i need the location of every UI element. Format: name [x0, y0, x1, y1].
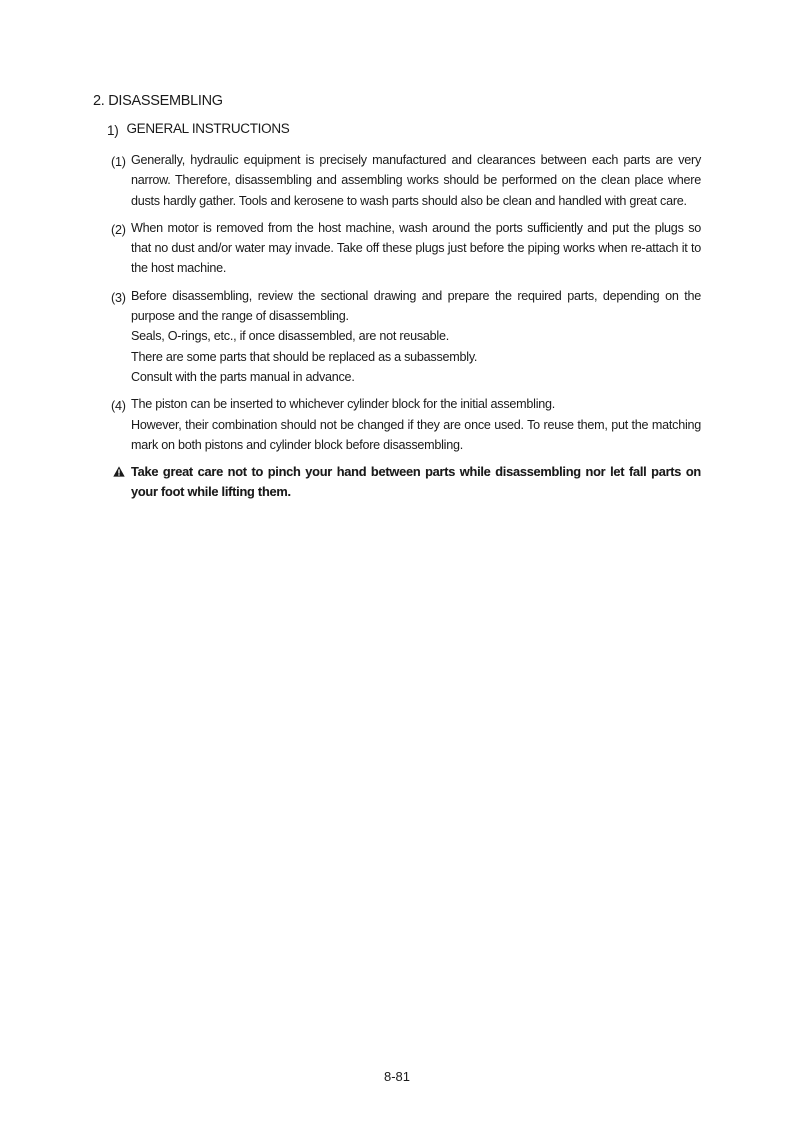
item-paragraph: Before disassembling, review the sectional drawing and prepare the required parts, depending on the purpose and the range of disassembling. — [131, 288, 701, 324]
page-number: 8-81 — [383, 1069, 411, 1084]
item-paragraph: However, their combination should not be changed if they are once used. To reuse them, put the matching mark on both pistons and cylinder block before disassembling. — [131, 417, 701, 452]
item-number: (4) — [111, 399, 126, 414]
safety-warning — [111, 462, 701, 503]
item-paragraph: Consult with the parts manual in advance. — [131, 369, 355, 384]
warning-triangle-icon — [113, 466, 125, 477]
item-paragraph: There are some parts that should be replaced as a subassembly. — [131, 349, 478, 364]
instruction-item-2 — [111, 218, 701, 279]
instruction-list — [111, 150, 701, 503]
item-number: (2) — [111, 222, 126, 237]
item-paragraph: When motor is removed from the host machine, wash around the ports sufficiently and put the plugs so that no dust and/or water may invade. Take off these plugs just before the piping works when re-attach it to the host machine. — [131, 220, 701, 276]
item-paragraph: The piston can be inserted to whichever cylinder block for the initial assembling. — [131, 397, 556, 412]
warning-text: Take great care not to pinch your hand between parts while disassembling nor let fall parts on your foot while lifting them. — [131, 464, 701, 500]
subsection-heading — [107, 121, 289, 136]
subsection-number: 1) — [107, 123, 119, 138]
item-number: (3) — [111, 290, 126, 305]
item-paragraph: Generally, hydraulic equipment is precisely manufactured and clearances between each parts are very narrow. Therefore, disassembling and assembling works should be performed on the clean place where dusts hardly gather. Tools and kerosene to wash parts should also be clean and handled with great care. — [131, 153, 701, 208]
instruction-item-1 — [111, 150, 701, 211]
item-number: (1) — [111, 155, 126, 169]
subsection-title: GENERAL INSTRUCTIONS — [126, 121, 290, 136]
section-title: 2. DISASSEMBLING — [93, 93, 223, 109]
instruction-item-3 — [111, 286, 701, 387]
item-paragraph: Seals, O-rings, etc., if once disassembled, are not reusable. — [131, 329, 449, 344]
instruction-item-4 — [111, 394, 701, 455]
